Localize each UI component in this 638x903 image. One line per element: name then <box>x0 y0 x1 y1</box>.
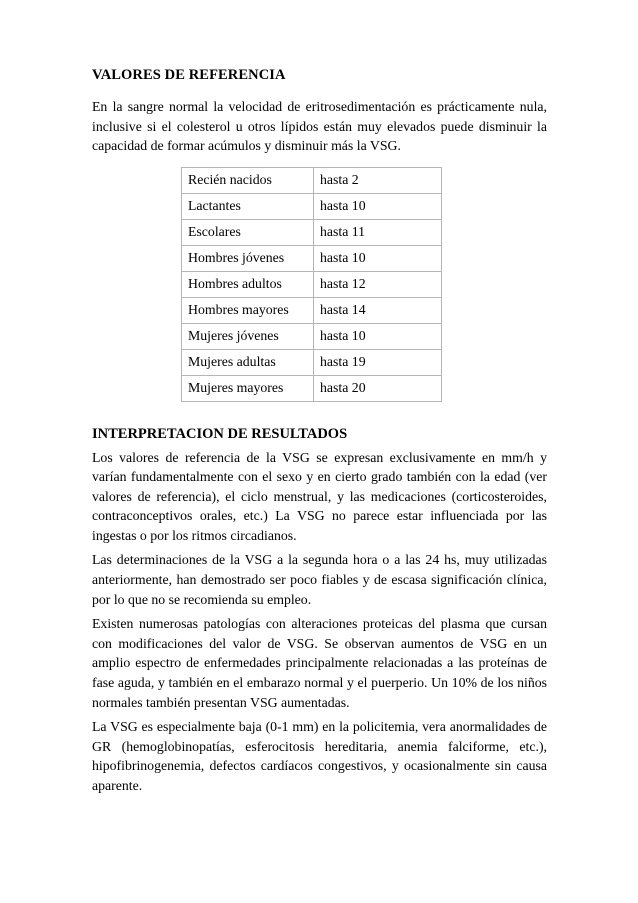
interpretation-paragraph-4: La VSG es especialmente baja (0-1 mm) en la policitemia, vera anormalidades de GR (hemoglobinopatías, esferocitosis hereditaria, anemia falciforme, etc.), hipofibrinogenemia, defectos cardíacos congestivos, y ocasionalmente sin causa aparente. <box>92 719 547 793</box>
table-cell-value: hasta 20 <box>314 375 442 401</box>
table-cell-group: Lactantes <box>182 193 314 219</box>
table-cell-group: Hombres jóvenes <box>182 245 314 271</box>
table-row <box>182 167 442 193</box>
table-row <box>182 297 442 323</box>
table-cell-value: hasta 2 <box>314 167 442 193</box>
table-cell-value: hasta 10 <box>314 193 442 219</box>
table-cell-group: Mujeres mayores <box>182 375 314 401</box>
table-cell-value: hasta 14 <box>314 297 442 323</box>
table-row <box>182 219 442 245</box>
table-row <box>182 323 442 349</box>
intro-paragraph: En la sangre normal la velocidad de eritrosedimentación es prácticamente nula, inclusive si el colesterol u otros lípidos están muy elevados puede disminuir la capacidad de formar acúmulos y disminuir más la VSG. <box>92 99 547 153</box>
table-cell-group: Hombres adultos <box>182 271 314 297</box>
table-cell-value: hasta 12 <box>314 271 442 297</box>
interpretation-paragraph-3: Existen numerosas patologías con alteraciones proteicas del plasma que cursan con modificaciones del valor de VSG. Se observan aumentos de VSG en un amplio espectro de enfermedades principalmente relacionadas a las proteínas de fase aguda, y también en el embarazo normal y el puerperio. Un 10% de los niños normales también presentan VSG aumentadas. <box>92 616 547 710</box>
table-cell-value: hasta 11 <box>314 219 442 245</box>
table-cell-value: hasta 19 <box>314 349 442 375</box>
table-cell-group: Mujeres jóvenes <box>182 323 314 349</box>
table-cell-group: Mujeres adultas <box>182 349 314 375</box>
table-cell-value: hasta 10 <box>314 323 442 349</box>
table-cell-value: hasta 10 <box>314 245 442 271</box>
interpretation-paragraph-2: Las determinaciones de la VSG a la segunda hora o a las 24 hs, muy utilizadas anteriormente, han demostrado ser poco fiables y de escasa significación clínica, por lo que no se recomienda su empleo. <box>92 552 547 607</box>
section-heading-interpretacion: INTERPRETACION DE RESULTADOS <box>92 425 348 442</box>
table-cell-group: Recién nacidos <box>182 167 314 193</box>
section-heading-valores-de-referencia: VALORES DE REFERENCIA <box>92 67 286 83</box>
table-row <box>182 349 442 375</box>
table-row <box>182 375 442 401</box>
interpretation-paragraph-1: Los valores de referencia de la VSG se expresan exclusivamente en mm/h y varían fundamentalmente con el sexo y en cierto grado también con la edad (ver valores de referencia), el ciclo menstrual, y las medicaciones (corticosteroides, contraconceptivos orales, etc.) La VSG no parece estar influenciada por las ingestas o por los ritmos circadianos. <box>92 449 547 543</box>
table-row <box>182 245 442 271</box>
table-cell-group: Escolares <box>182 219 314 245</box>
table-row <box>182 193 442 219</box>
table-cell-group: Hombres mayores <box>182 297 314 323</box>
reference-values-table <box>181 167 442 402</box>
document-page <box>92 66 547 796</box>
table-row <box>182 271 442 297</box>
